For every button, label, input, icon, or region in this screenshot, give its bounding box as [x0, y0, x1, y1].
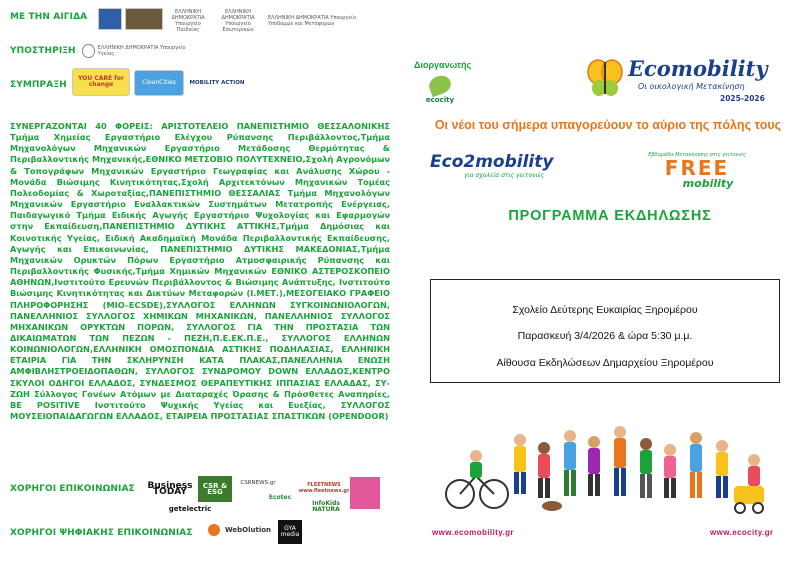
organizer-label: Διοργανωτής: [414, 60, 472, 70]
free-mobility-subtitle: Εβδομάδα Μετακίνησης στις γειτονιές: [648, 152, 746, 158]
aegis-logo-ministry-education: ΕΛΛΗΝΙΚΗ ΔΗΜΟΚΡΑΤΙΑ Υπουργείο Παιδείας: [166, 10, 210, 32]
partner-logo-youcare: YOU CARE for change: [72, 68, 130, 96]
partner-logo-mobilityaction: MOBILITY ACTION: [188, 76, 246, 90]
eco2mobility-title: Eco2mobility: [430, 152, 554, 172]
ecocity-logo-text: ecocity: [425, 96, 455, 104]
ecomobility-logo: [582, 52, 782, 108]
brand-years: 2025-2026: [720, 94, 765, 103]
comm-logo-csrnews: CSRNEWS.gr: [238, 478, 278, 488]
url-ecomobility[interactable]: www.ecomobility.gr: [432, 528, 514, 537]
support-logo-ministry-health: ΕΛΛΗΝΙΚΗ ΔΗΜΟΚΡΑΤΙΑ Υπουργείο Υγείας: [82, 42, 192, 60]
comm-logo-ecotec: Ecotec: [266, 492, 294, 504]
aegis-logo-1: [98, 8, 122, 30]
comm-logo-magazine: [350, 477, 380, 509]
program-title: ΠΡΟΓΡΑΜΜΑ ΕΚΔΗΛΩΣΗΣ: [508, 208, 712, 224]
aegis-logo-ministry-interior: ΕΛΛΗΝΙΚΗ ΔΗΜΟΚΡΑΤΙΑ Υπουργείο Εσωτερικών: [214, 10, 262, 32]
digital-sponsors-label: ΧΟΡΗΓΟΙ ΨΗΦΙΑΚΗΣ ΕΠΙΚΟΙΝΩΝΙΑΣ: [10, 528, 193, 538]
slogan: Οι νέοι του σήμερα υπαγορεύουν το αύριο της πόλης τους: [434, 118, 782, 132]
partners-paragraph: [10, 121, 390, 422]
comm-logo-infokids-natura: InfoKids NATURA: [306, 498, 346, 516]
free-mobility-title2: mobility: [682, 177, 734, 190]
comm-logo-csr-esg: CSR & ESG: [198, 476, 232, 502]
aegis-logo-2: [125, 8, 163, 30]
aegis-label: ΜΕ ΤΗΝ ΑΙΓΙΔΑ: [10, 12, 88, 22]
people-group: [446, 426, 764, 513]
comm-logo-fleetnews: FLEETNEWS www.fleetnews.gr: [302, 478, 346, 498]
event-venue: Αίθουσα Εκδηλώσεων Δημαρχείου Ξηρομέρου: [496, 357, 714, 369]
butterfly-icon: [586, 58, 624, 98]
greek-emblem-icon: [82, 44, 95, 58]
event-info-box: [430, 279, 780, 383]
event-datetime: Παρασκευή 3/4/2026 & ώρα 5:30 μ.μ.: [517, 330, 693, 342]
aegis-logo-ministry-infrastructure: ΕΛΛΗΝΙΚΗ ΔΗΜΟΚΡΑΤΙΑ Υπουργείο Υποδομών και Μεταφορών: [268, 12, 356, 30]
partnership-label: ΣΥΜΠΡΑΞΗ: [10, 80, 67, 90]
partners-title: ΣΥΝΕΡΓΑΖΟΝΤΑΙ 40 ΦΟΡΕΙΣ:: [10, 121, 153, 131]
digital-logo-gya-media: GYA media: [278, 520, 302, 544]
digital-logo-1: [208, 524, 220, 536]
leaf-icon: [427, 73, 454, 97]
brand-title: Ecomobility: [628, 56, 768, 81]
crowd-illustration: [424, 420, 784, 524]
comm-logo-businesstoday: Business TODAY: [146, 478, 194, 500]
comm-logo-getelectric: getelectric: [160, 504, 220, 514]
ecocity-logo: [418, 76, 462, 110]
url-ecocity[interactable]: www.ecocity.gr: [710, 528, 774, 537]
partner-logo-cleancities: CleanCities: [134, 70, 184, 96]
event-school: Σχολείο Δεύτερης Ευκαιρίας Ξηρομέρου: [512, 304, 698, 316]
free-mobility-title: FREE: [664, 156, 730, 180]
eco2mobility-logo: [430, 152, 580, 192]
eco2mobility-subtitle: για σχολεία στις γειτονιές: [464, 172, 545, 179]
brand-subtitle: Οι οικολογική Μετακίνηση: [638, 82, 745, 91]
partners-list: ΑΡΙΣΤΟΤΕΛΕΙΟ ΠΑΝΕΠΙΣΤΗΜΙΟ ΘΕΣΣΑΛΟΝΙΚΗΣ Τμήμα Χημείας Εργαστήριο Ελέγχου Ρύπανσης Περιβάλλοντος,Τμήμα Μηχανολόγων Μηχανικών Εργαστήριο Μετάδοσης Θερμότητας & Περιβαλλοντικής Μηχανικής,ΕΘΝΙΚΟ ΜΕΤΣΟΒΙΟ ΠΟΛΥΤΕΧΝΕΙΟ,Σχολή Αγρονόμων & Τοπογράφων Μηχανικών Εργαστήριο Γεωγραφίας και Ανάλυσης Χώρου - Μονάδα Βιώσιμης Κινητικότητας,Σχολή Αρχιτεκτόνων Μηχανικών Τομέας Πολεοδομίας & Χωροταξίας,ΠΑΝΕΠΙΣΤΗΜΙΟ ΘΕΣΣΑΛΙΑΣ Τμήμα Μηχανολόγων Μηχανικών Εργαστήριο Εναλλακτικών Συστημάτων Μετατροπής Ενέργειας, Παιδαγωγικό Τμήμα Ειδικής Αγωγής Εργαστήριο Ψυχολογίας και Εφαρμογών στην Εκπαίδευση,ΠΑΝΕΠΙΣΤΗΜΙΟ ΔΥΤΙΚΗΣ ΑΤΤΙΚΗΣ,Τμήμα Δημόσιας και Κοινοτικής Υγείας, Ειδική Ακαδημαϊκή Μονάδα Περιβαλλοντικής Εκπαίδευσης, Αγωγής και Επικοινωνίας, ΠΑΝΕΠΙΣΤΗΜΙΟ ΔΥΤΙΚΗΣ ΜΑΚΕΔΟΝΙΑΣ,Τμήμα Μηχανικών Ορυκτών Πόρων Εργαστήριο Ατμοσφαιρικής Ρύπανσης και Περιβαλλοντικής Φυσικής,Τμήμα Χημικών Μηχανικών ΕΘΝΙΚΟ ΑΣΤΕΡΟΣΚΟΠΕΙΟ ΑΘΗΝΩΝ,Ινστιτούτο Ερευνών Περιβάλλοντος & Βιώσιμης Ανάπτυξης, Ινστιτούτο Βιώσιμης Κινητικότητας και Δικτύων Μεταφορών (Ι.ΜΕΤ.),ΜΕΣΟΓΕΙΑΚΟ ΓΡΑΦΕΙΟ ΠΛΗΡΟΦΟΡΗΣΗΣ (MIO–ECSDE),ΣΥΛΛΟΓΟΣ ΕΛΛΗΝΩΝ ΣΥΓΚΟΙΝΩΝΙΟΛΟΓΩΝ, ΠΑΝΕΛΛΗΝΙΟΣ ΣΥΛΛΟΓΟΣ ΧΗΜΙΚΩΝ ΜΗΧΑΝΙΚΩΝ, ΠΑΝΕΛΛΗΝΙΟΣ ΣΥΛΛΟΓΟΣ ΜΗΧΑΝΙΚΩΝ ΟΡΥΚΤΩΝ ΠΟΡΩΝ, ΣΥΛΛΟΓΟΣ ΓΙΑ ΤΗΝ ΠΡΟΣΤΑΣΙΑ ΤΩΝ ΔΙΚΑΙΩΜΑΤΩΝ ΤΩΝ ΠΕΖΩΝ - ΠΕΖΗ,Π.Ε.ΕΚ.Π.Ε., ΣΥΛΛΟΓΟΣ ΕΛΛΗΝΩΝ ΚΟΙΝΩΝΙΟΛΟΓΩΝ,ΕΛΛΗΝΙΚΗ ΟΜΟΣΠΟΝΔΙΑ ΑΣΤΙΚΗΣ ΠΟΔΗΛΑΣΙΑΣ, ΕΛΛΗΝΙΚΗ ΕΤΑΙΡΙΑ ΓΙΑ ΤΗΝ ΣΚΛΗΡΥΝΣΗ ΚΑΤΑ ΠΛΑΚΑΣ,ΠΑΝΕΛΛΗΝΙΑ ΕΝΩΣΗ ΑΜΦΙΒΛΗΣΤΡΟΕΙΔΟΠΑΘΩΝ, ΣΥΛΛΟΓΟΣ ΣΥΝΔΡΟΜΟΥ DOWN ΕΛΛΑΔΟΣ,ΚΕΝΤΡΟ ΣΚΥΛΟΙ ΟΔΗΓΟΙ ΕΛΛΑΔΟΣ, ΣΥΝΔΕΣΜΟΣ ΘΕΡΑΠΕΥΤΙΚΗΣ ΙΠΠΑΣΙΑΣ ΕΛΛΑΔΑΣ, ΣΥ-ΖΩΗ Σύλλογος Γονέων Ατόμων με Διαταραχές Όρασης & Πρόσθετες Αναπηρίες, BE POSITIVE Ινστιτούτο Ψυχικής Υγείας και Ευεξίας, ΣΥΛΛΟΓΟΣ ΜΟΥΣΕΙΟΠΑΙΔΑΓΩΓΩΝ ΕΛΛΑΔΟΣ, ΕΤΑΙΡΕΙΑ ΠΡΟΣΤΑΣΙΑΣ ΣΠΑΣΤΙΚΩΝ (OPENDOOR): [10, 121, 391, 422]
comm-sponsors-label: ΧΟΡΗΓΟΙ ΕΠΙΚΟΙΝΩΝΙΑΣ: [10, 484, 135, 494]
support-label: ΥΠΟΣΤΗΡΙΞΗ: [10, 46, 76, 56]
digital-logo-webolution: WebOlution: [222, 524, 274, 536]
free-mobility-logo: [642, 152, 752, 196]
